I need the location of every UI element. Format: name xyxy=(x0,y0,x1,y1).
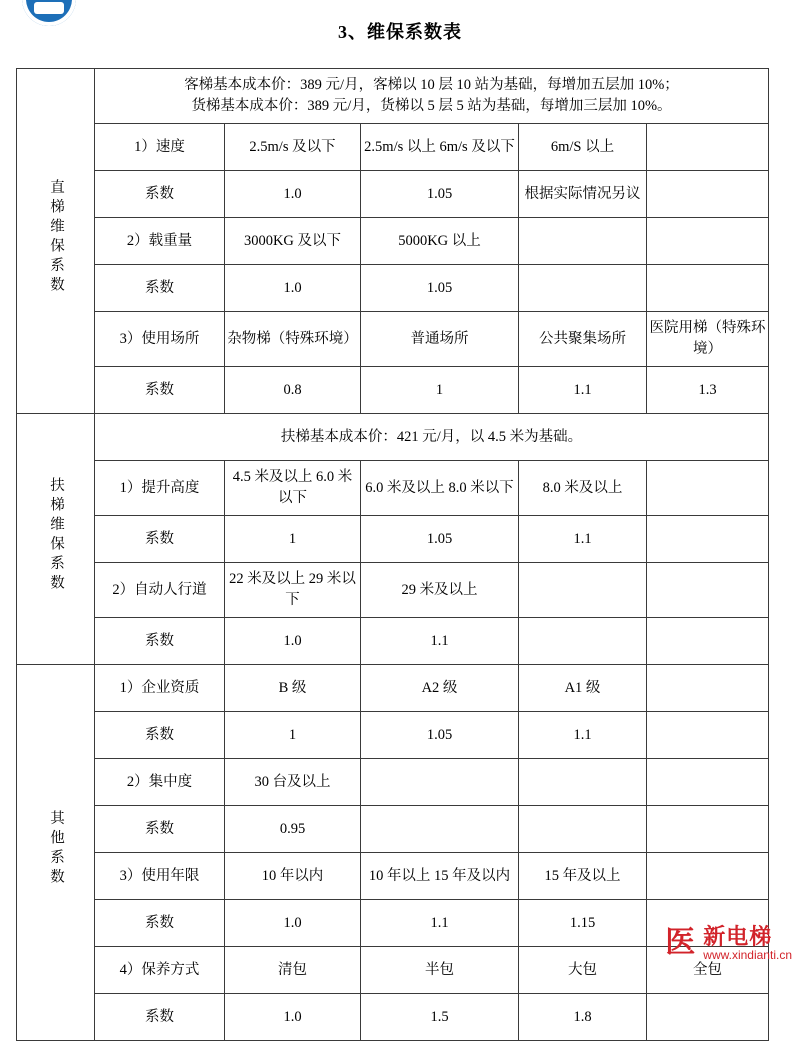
section-label-1 xyxy=(17,414,95,665)
table-row xyxy=(17,414,769,461)
table-cell: 医院用梯（特殊环境） xyxy=(647,312,769,367)
table-cell: 杂物梯（特殊环境） xyxy=(225,312,361,367)
row-header: 系数 xyxy=(95,265,225,312)
row-header: 4）保养方式 xyxy=(95,947,225,994)
row-header: 2）自动人行道 xyxy=(95,563,225,618)
table-cell-empty xyxy=(647,759,769,806)
table-cell: 1.0 xyxy=(225,994,361,1041)
row-header: 2）载重量 xyxy=(95,218,225,265)
table-cell: 普通场所 xyxy=(361,312,519,367)
table-cell: 6.0 米及以上 8.0 米以下 xyxy=(361,461,519,516)
table-cell: 2.5m/s 以上 6m/s 及以下 xyxy=(361,124,519,171)
table-cell-empty xyxy=(361,806,519,853)
table-cell: 1.1 xyxy=(519,712,647,759)
table-cell: 1.05 xyxy=(361,265,519,312)
table-cell: 大包 xyxy=(519,947,647,994)
table-cell: 29 米及以上 xyxy=(361,563,519,618)
table-cell: 1.1 xyxy=(361,618,519,665)
maintenance-coefficient-table-wrapper xyxy=(16,68,768,1041)
table-cell: 0.95 xyxy=(225,806,361,853)
banner-line: 客梯基本成本价：389 元/月，客梯以 10 层 10 站为基础，每增加五层加 10%； xyxy=(184,77,679,93)
table-cell: 1 xyxy=(361,367,519,414)
table-cell-empty xyxy=(647,900,769,947)
table-cell: 10 年以上 15 年及以内 xyxy=(361,853,519,900)
table-cell-empty xyxy=(519,563,647,618)
table-body xyxy=(17,69,769,1041)
table-cell: 22 米及以上 29 米以下 xyxy=(225,563,361,618)
row-header: 系数 xyxy=(95,994,225,1041)
section-banner xyxy=(95,414,769,461)
section-label-0 xyxy=(17,69,95,414)
table-row xyxy=(17,516,769,563)
table-cell-empty xyxy=(647,563,769,618)
row-header: 系数 xyxy=(95,171,225,218)
table-cell: 1.5 xyxy=(361,994,519,1041)
table-cell-empty xyxy=(519,806,647,853)
table-row xyxy=(17,806,769,853)
table-cell: 1.05 xyxy=(361,712,519,759)
table-cell-empty xyxy=(647,171,769,218)
table-cell: 半包 xyxy=(361,947,519,994)
table-row xyxy=(17,853,769,900)
table-cell-empty xyxy=(647,218,769,265)
row-header: 1）速度 xyxy=(95,124,225,171)
table-cell: 全包 xyxy=(647,947,769,994)
table-cell: 1 xyxy=(225,516,361,563)
maintenance-coefficient-table xyxy=(16,68,769,1041)
table-row xyxy=(17,947,769,994)
table-cell: 3000KG 及以下 xyxy=(225,218,361,265)
table-cell: 1.1 xyxy=(519,367,647,414)
section-label-text: 直梯维保系数 xyxy=(48,179,64,297)
table-row xyxy=(17,218,769,265)
table-cell: 2.5m/s 及以下 xyxy=(225,124,361,171)
table-cell: 1.0 xyxy=(225,265,361,312)
table-row xyxy=(17,900,769,947)
table-row xyxy=(17,712,769,759)
table-cell-empty xyxy=(647,806,769,853)
table-row xyxy=(17,265,769,312)
table-row xyxy=(17,461,769,516)
table-row xyxy=(17,994,769,1041)
table-cell: 1.8 xyxy=(519,994,647,1041)
table-cell-empty xyxy=(519,618,647,665)
table-cell-empty xyxy=(519,759,647,806)
row-header: 系数 xyxy=(95,516,225,563)
table-cell-empty xyxy=(647,712,769,759)
table-cell: 15 年及以上 xyxy=(519,853,647,900)
table-cell: 1.3 xyxy=(647,367,769,414)
table-cell: 5000KG 以上 xyxy=(361,218,519,265)
table-cell: 清包 xyxy=(225,947,361,994)
row-header: 2）集中度 xyxy=(95,759,225,806)
table-cell: 1.1 xyxy=(361,900,519,947)
section-label-text: 其他系数 xyxy=(48,810,64,889)
table-cell-empty xyxy=(647,853,769,900)
table-row xyxy=(17,563,769,618)
table-row xyxy=(17,69,769,124)
table-cell: 10 年以内 xyxy=(225,853,361,900)
table-cell: A2 级 xyxy=(361,665,519,712)
table-cell: 6m/S 以上 xyxy=(519,124,647,171)
table-cell: 1.0 xyxy=(225,618,361,665)
table-cell-empty xyxy=(647,618,769,665)
row-header: 3）使用场所 xyxy=(95,312,225,367)
table-cell-empty xyxy=(647,124,769,171)
table-cell-empty xyxy=(519,218,647,265)
table-row xyxy=(17,124,769,171)
table-cell: 0.8 xyxy=(225,367,361,414)
row-header: 系数 xyxy=(95,367,225,414)
row-header: 系数 xyxy=(95,618,225,665)
table-row xyxy=(17,618,769,665)
row-header: 系数 xyxy=(95,806,225,853)
section-label-2 xyxy=(17,665,95,1041)
watermark-url: www.xindianti.cn xyxy=(703,947,792,962)
table-cell-empty xyxy=(361,759,519,806)
table-cell: 根据实际情况另议 xyxy=(519,171,647,218)
table-cell: 1.05 xyxy=(361,516,519,563)
table-cell: 30 台及以上 xyxy=(225,759,361,806)
row-header: 系数 xyxy=(95,900,225,947)
row-header: 系数 xyxy=(95,712,225,759)
table-cell-empty xyxy=(519,265,647,312)
banner-line: 货梯基本成本价：389 元/月，货梯以 5 层 5 站为基础，每增加三层加 10%。 xyxy=(191,98,672,115)
page-title: 3、维保系数表 xyxy=(338,22,462,42)
watermark-logo-icon: 医 xyxy=(665,926,696,960)
table-cell: 1.0 xyxy=(225,900,361,947)
table-row xyxy=(17,171,769,218)
table-cell: 1.1 xyxy=(519,516,647,563)
table-row xyxy=(17,367,769,414)
table-cell: 公共聚集场所 xyxy=(519,312,647,367)
table-row xyxy=(17,759,769,806)
section-label-text: 扶梯维保系数 xyxy=(48,477,64,595)
table-cell: A1 级 xyxy=(519,665,647,712)
table-cell: 1.0 xyxy=(225,171,361,218)
table-cell-empty xyxy=(647,665,769,712)
watermark-name: 新电梯 xyxy=(703,923,773,949)
row-header: 3）使用年限 xyxy=(95,853,225,900)
table-cell-empty xyxy=(647,994,769,1041)
table-cell: 1.15 xyxy=(519,900,647,947)
row-header: 1）企业资质 xyxy=(95,665,225,712)
table-cell-empty xyxy=(647,265,769,312)
table-cell: B 级 xyxy=(225,665,361,712)
table-cell: 8.0 米及以上 xyxy=(519,461,647,516)
table-cell-empty xyxy=(647,461,769,516)
banner-line: 扶梯基本成本价：421 元/月，以 4.5 米为基础。 xyxy=(280,428,583,445)
table-row xyxy=(17,312,769,367)
row-header: 1）提升高度 xyxy=(95,461,225,516)
table-cell: 4.5 米及以上 6.0 米以下 xyxy=(225,461,361,516)
section-banner xyxy=(95,69,769,124)
table-cell: 1 xyxy=(225,712,361,759)
table-row xyxy=(17,665,769,712)
table-cell-empty xyxy=(647,516,769,563)
table-cell: 1.05 xyxy=(361,171,519,218)
